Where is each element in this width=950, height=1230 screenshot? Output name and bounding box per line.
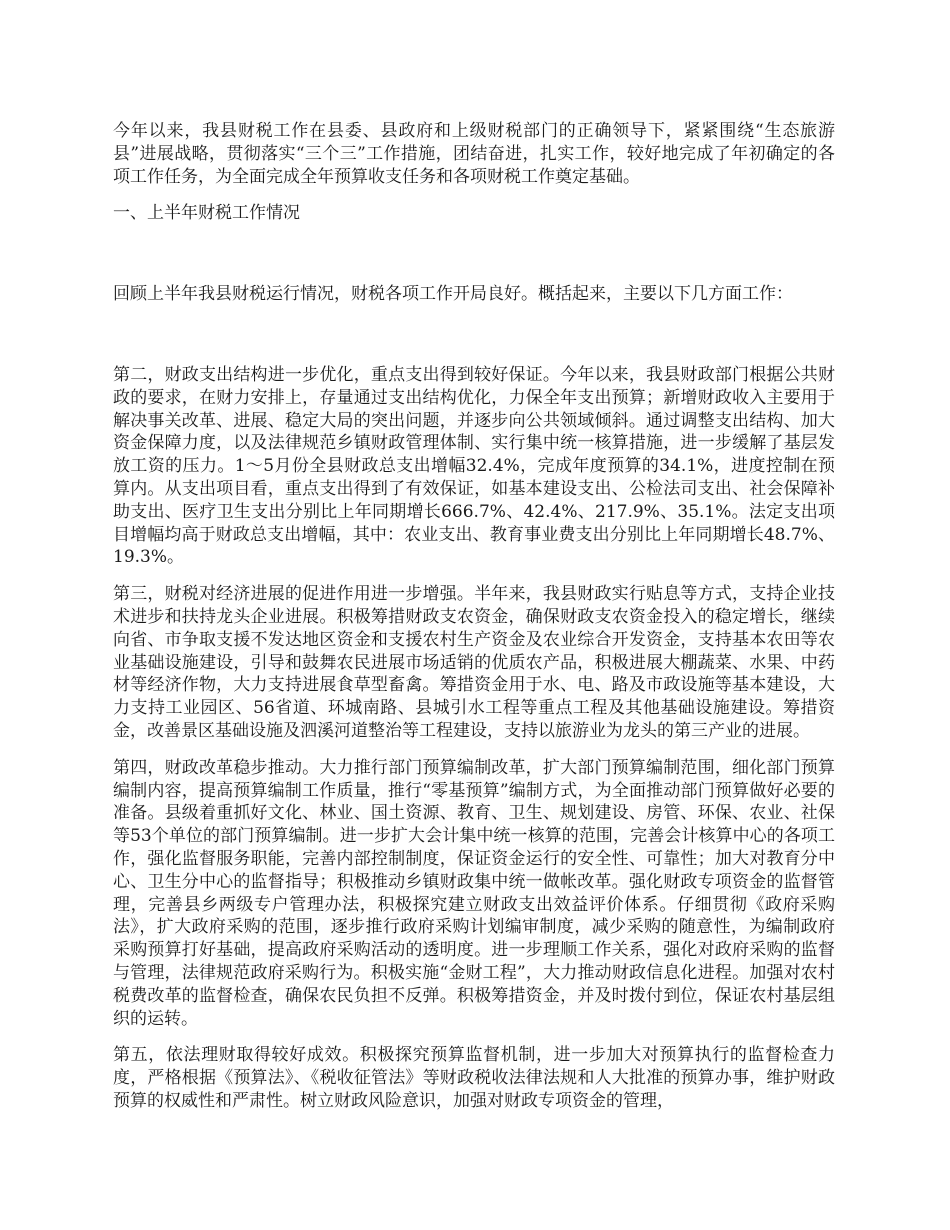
third-point-paragraph: 第三，财税对经济进展的促进作用进一步增强。半年来，我县财政实行贴息等方式，支持企业技术进步和扶持龙头企业进展。积极筹措财政支农资金，确保财政支农资金投入的稳定增长，继续向省、市争取支援不发达地区资金和支援农村生产资金及农业综合开发资金，支持基本农田等农业基础设施建设，引导和鼓舞农民进展市场适销的优质农产品，积极进展大棚蔬菜、水果、中药材等经济作物，大力支持进展食草型畜禽。筹措资金用于水、电、路及市政设施等基本建设，大力支持工业园区、56省道、环城南路、县城引水工程等重点工程及其他基础设施建设。筹措资金，改善景区基础设施及泗溪河道整治等工程建设，支持以旅游业为龙头的第三产业的进展。 bbox=[113, 584, 835, 741]
section-heading: 一、上半年财税工作情况 bbox=[113, 203, 300, 224]
fifth-point-paragraph: 第五，依法理财取得较好成效。积极探究预算监督机制，进一步加大对预算执行的监督检查力度，严格根据《预算法》、《税收征管法》等财政税收法律法规和人大批准的预算办事，维护财政预算的权威性和严肃性。树立财政风险意识，加强对财政专项资金的管理， bbox=[113, 1045, 835, 1111]
spacer bbox=[113, 1030, 835, 1044]
document-page bbox=[113, 120, 835, 1113]
spacer bbox=[113, 569, 835, 583]
intro-paragraph: 今年以来，我县财税工作在县委、县政府和上级财税部门的正确领导下，紧紧围绕“生态旅游县”进展战略，贯彻落实“三个三”工作措施，团结奋进，扎实工作，较好地完成了年初确定的各项工作任务，为全面完成全年预算收支任务和各项财税工作奠定基础。 bbox=[113, 121, 835, 187]
spacer bbox=[113, 225, 835, 283]
review-paragraph: 回顾上半年我县财税运行情况，财税各项工作开局良好。概括起来，主要以下几方面工作： bbox=[113, 284, 793, 305]
spacer bbox=[113, 306, 835, 364]
second-point-paragraph: 第二，财政支出结构进一步优化，重点支出得到较好保证。今年以来，我县财政部门根据公共财政的要求，在财力安排上，存量通过支出结构优化，力保全年支出预算；新增财政收入主要用于解决事关改革、进展、稳定大局的突出问题，并逐步向公共领域倾斜。通过调整支出结构、加大资金保障力度，以及法律规范乡镇财政管理体制、实行集中统一核算措施，进一步缓解了基层发放工资的压力。1～5月份全县财政总支出增幅32.4%，完成年度预算的34.1%，进度控制在预算内。从支出项目看，重点支出得到了有效保证，如基本建设支出、公检法司支出、社会保障补助支出、医疗卫生支出分别比上年同期增长666.7%、42.4%、217.9%、35.1%。法定支出项目增幅均高于财政总支出增幅，其中：农业支出、教育事业费支出分别比上年同期增长48.7%、19.3%。 bbox=[113, 364, 835, 568]
spacer bbox=[113, 743, 835, 757]
spacer bbox=[113, 188, 835, 202]
fourth-point-paragraph: 第四，财政改革稳步推动。大力推行部门预算编制改革，扩大部门预算编制范围，细化部门预算编制内容，提高预算编制工作质量，推行“零基预算”编制方式，为全面推动部门预算做好必要的准备。县级着重抓好文化、林业、国土资源、教育、卫生、规划建设、房管、环保、农业、社保等53个单位的部门预算编制。进一步扩大会计集中统一核算的范围，完善会计核算中心的各项工作，强化监督服务职能，完善内部控制制度，保证资金运行的安全性、可靠性；加大对教育分中心、卫生分中心的监督指导；积极推动乡镇财政集中统一做帐改革。强化财政专项资金的监督管理，完善县乡两级专户管理办法，积极探究建立财政支出效益评价体系。仔细贯彻《政府采购法》，扩大政府采购的范围，逐步推行政府采购计划编审制度，减少采购的随意性，为编制政府采购预算打好基础，提高政府采购活动的透明度。进一步理顺工作关系，强化对政府采购的监督与管理，法律规范政府采购行为。积极实施“金财工程”，大力推动财政信息化进程。加强对农村税费改革的监督检查，确保农民负担不反弹。积极筹措资金，并及时拨付到位，保证农村基层组织的运转。 bbox=[113, 757, 835, 1029]
